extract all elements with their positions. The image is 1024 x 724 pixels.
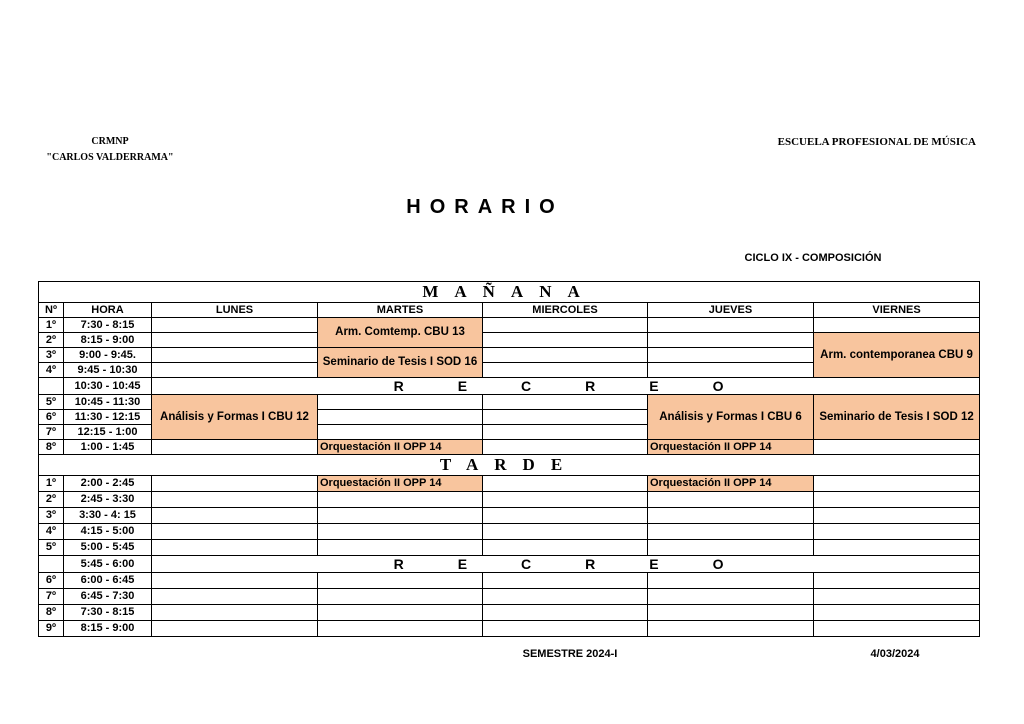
empty-cell — [483, 318, 648, 333]
empty-cell — [318, 425, 483, 440]
class-cell: Arm. Comtemp. CBU 13 — [318, 318, 483, 348]
class-cell: Seminario de Tesis I SOD 16 — [318, 348, 483, 378]
empty-cell — [483, 425, 648, 440]
section-afternoon: TARDE — [39, 455, 980, 476]
empty-cell — [318, 492, 483, 508]
empty-cell — [483, 524, 648, 540]
empty-cell — [483, 540, 648, 556]
empty-cell — [152, 318, 318, 333]
class-cell: Orquestación II OPP 14 — [318, 476, 483, 492]
empty-cell — [318, 573, 483, 589]
slot-hour: 12:15 - 1:00 — [64, 425, 152, 440]
empty-cell — [814, 524, 980, 540]
slot-hour: 8:15 - 9:00 — [64, 621, 152, 637]
empty-cell — [318, 621, 483, 637]
page-title: HORARIO — [406, 196, 564, 218]
slot-num: 6º — [39, 573, 64, 589]
date-label: 4/03/2024 — [870, 648, 920, 660]
slot-num: 6º — [39, 410, 64, 425]
empty-cell — [648, 621, 814, 637]
empty-cell — [648, 318, 814, 333]
slot-hour: 6:45 - 7:30 — [64, 589, 152, 605]
institution-name: "CARLOS VALDERRAMA" — [46, 152, 174, 163]
cycle-label: CICLO IX - COMPOSICIÓN — [744, 252, 882, 264]
slot-num: 4º — [39, 363, 64, 378]
section-morning: MAÑANA — [39, 282, 980, 303]
slot-hour: 9:00 - 9:45. — [64, 348, 152, 363]
empty-cell — [483, 440, 648, 455]
empty-cell — [152, 440, 318, 455]
class-cell: Orquestación II OPP 14 — [648, 476, 814, 492]
slot-hour: 11:30 - 12:15 — [64, 410, 152, 425]
schedule-table — [38, 281, 980, 637]
empty-cell — [152, 492, 318, 508]
slot-num: 3º — [39, 508, 64, 524]
empty-cell — [648, 363, 814, 378]
empty-cell — [318, 540, 483, 556]
empty-cell — [318, 605, 483, 621]
recess-banner: RECREO — [152, 556, 980, 573]
empty-cell — [814, 621, 980, 637]
class-cell: Análisis y Formas I CBU 6 — [648, 395, 814, 440]
empty-cell — [814, 440, 980, 455]
slot-hour: 5:45 - 6:00 — [64, 556, 152, 573]
col-header-day: VIERNES — [814, 303, 980, 318]
class-cell: Arm. contemporanea CBU 9 — [814, 333, 980, 378]
empty-cell — [152, 605, 318, 621]
empty-cell — [483, 589, 648, 605]
slot-num: 7º — [39, 425, 64, 440]
empty-cell — [814, 605, 980, 621]
slot-hour: 4:15 - 5:00 — [64, 524, 152, 540]
empty-cell — [483, 621, 648, 637]
empty-cell — [152, 363, 318, 378]
slot-num: 3º — [39, 348, 64, 363]
slot-num: 2º — [39, 333, 64, 348]
slot-hour: 7:30 - 8:15 — [64, 605, 152, 621]
empty-cell — [483, 573, 648, 589]
empty-cell — [318, 395, 483, 410]
slot-num: 4º — [39, 524, 64, 540]
empty-cell — [152, 348, 318, 363]
slot-hour: 7:30 - 8:15 — [64, 318, 152, 333]
slot-hour: 10:45 - 11:30 — [64, 395, 152, 410]
empty-cell — [152, 621, 318, 637]
empty-cell — [318, 508, 483, 524]
empty-cell — [648, 605, 814, 621]
col-header-day: MARTES — [318, 303, 483, 318]
empty-cell — [814, 318, 980, 333]
col-header-hour: HORA — [64, 303, 152, 318]
institution-short: CRMNP — [91, 136, 129, 147]
slot-num: 1º — [39, 476, 64, 492]
empty-cell — [648, 589, 814, 605]
col-header-day: LUNES — [152, 303, 318, 318]
slot-hour: 10:30 - 10:45 — [64, 378, 152, 395]
slot-num: 5º — [39, 540, 64, 556]
slot-num — [39, 556, 64, 573]
empty-cell — [152, 589, 318, 605]
empty-cell — [152, 540, 318, 556]
empty-cell — [483, 410, 648, 425]
empty-cell — [152, 524, 318, 540]
empty-cell — [152, 573, 318, 589]
empty-cell — [648, 348, 814, 363]
slot-hour: 1:00 - 1:45 — [64, 440, 152, 455]
recess-banner: RECREO — [152, 378, 980, 395]
empty-cell — [814, 540, 980, 556]
empty-cell — [814, 508, 980, 524]
empty-cell — [814, 476, 980, 492]
empty-cell — [152, 333, 318, 348]
slot-hour: 5:00 - 5:45 — [64, 540, 152, 556]
empty-cell — [814, 573, 980, 589]
empty-cell — [318, 524, 483, 540]
slot-num: 8º — [39, 440, 64, 455]
slot-hour: 3:30 - 4: 15 — [64, 508, 152, 524]
class-cell: Orquestación II OPP 14 — [648, 440, 814, 455]
empty-cell — [318, 410, 483, 425]
semester-label: SEMESTRE 2024-I — [522, 648, 618, 660]
slot-num: 8º — [39, 605, 64, 621]
col-header-day: JUEVES — [648, 303, 814, 318]
empty-cell — [318, 589, 483, 605]
empty-cell — [814, 492, 980, 508]
empty-cell — [648, 540, 814, 556]
slot-hour: 9:45 - 10:30 — [64, 363, 152, 378]
empty-cell — [483, 363, 648, 378]
empty-cell — [648, 508, 814, 524]
empty-cell — [483, 395, 648, 410]
slot-num — [39, 378, 64, 395]
class-cell: Seminario de Tesis I SOD 12 — [814, 395, 980, 440]
col-header-day: MIERCOLES — [483, 303, 648, 318]
col-header-num: Nº — [39, 303, 64, 318]
empty-cell — [483, 476, 648, 492]
empty-cell — [483, 492, 648, 508]
empty-cell — [483, 348, 648, 363]
empty-cell — [152, 476, 318, 492]
empty-cell — [648, 524, 814, 540]
empty-cell — [648, 573, 814, 589]
empty-cell — [483, 605, 648, 621]
empty-cell — [648, 333, 814, 348]
slot-hour: 8:15 - 9:00 — [64, 333, 152, 348]
school-name: ESCUELA PROFESIONAL DE MÚSICA — [777, 136, 976, 148]
empty-cell — [483, 333, 648, 348]
slot-hour: 6:00 - 6:45 — [64, 573, 152, 589]
empty-cell — [648, 492, 814, 508]
class-cell: Orquestación II OPP 14 — [318, 440, 483, 455]
empty-cell — [483, 508, 648, 524]
empty-cell — [152, 508, 318, 524]
slot-num: 9º — [39, 621, 64, 637]
slot-hour: 2:45 - 3:30 — [64, 492, 152, 508]
empty-cell — [814, 589, 980, 605]
slot-num: 5º — [39, 395, 64, 410]
slot-num: 2º — [39, 492, 64, 508]
slot-hour: 2:00 - 2:45 — [64, 476, 152, 492]
class-cell: Análisis y Formas I CBU 12 — [152, 395, 318, 440]
slot-num: 7º — [39, 589, 64, 605]
slot-num: 1º — [39, 318, 64, 333]
